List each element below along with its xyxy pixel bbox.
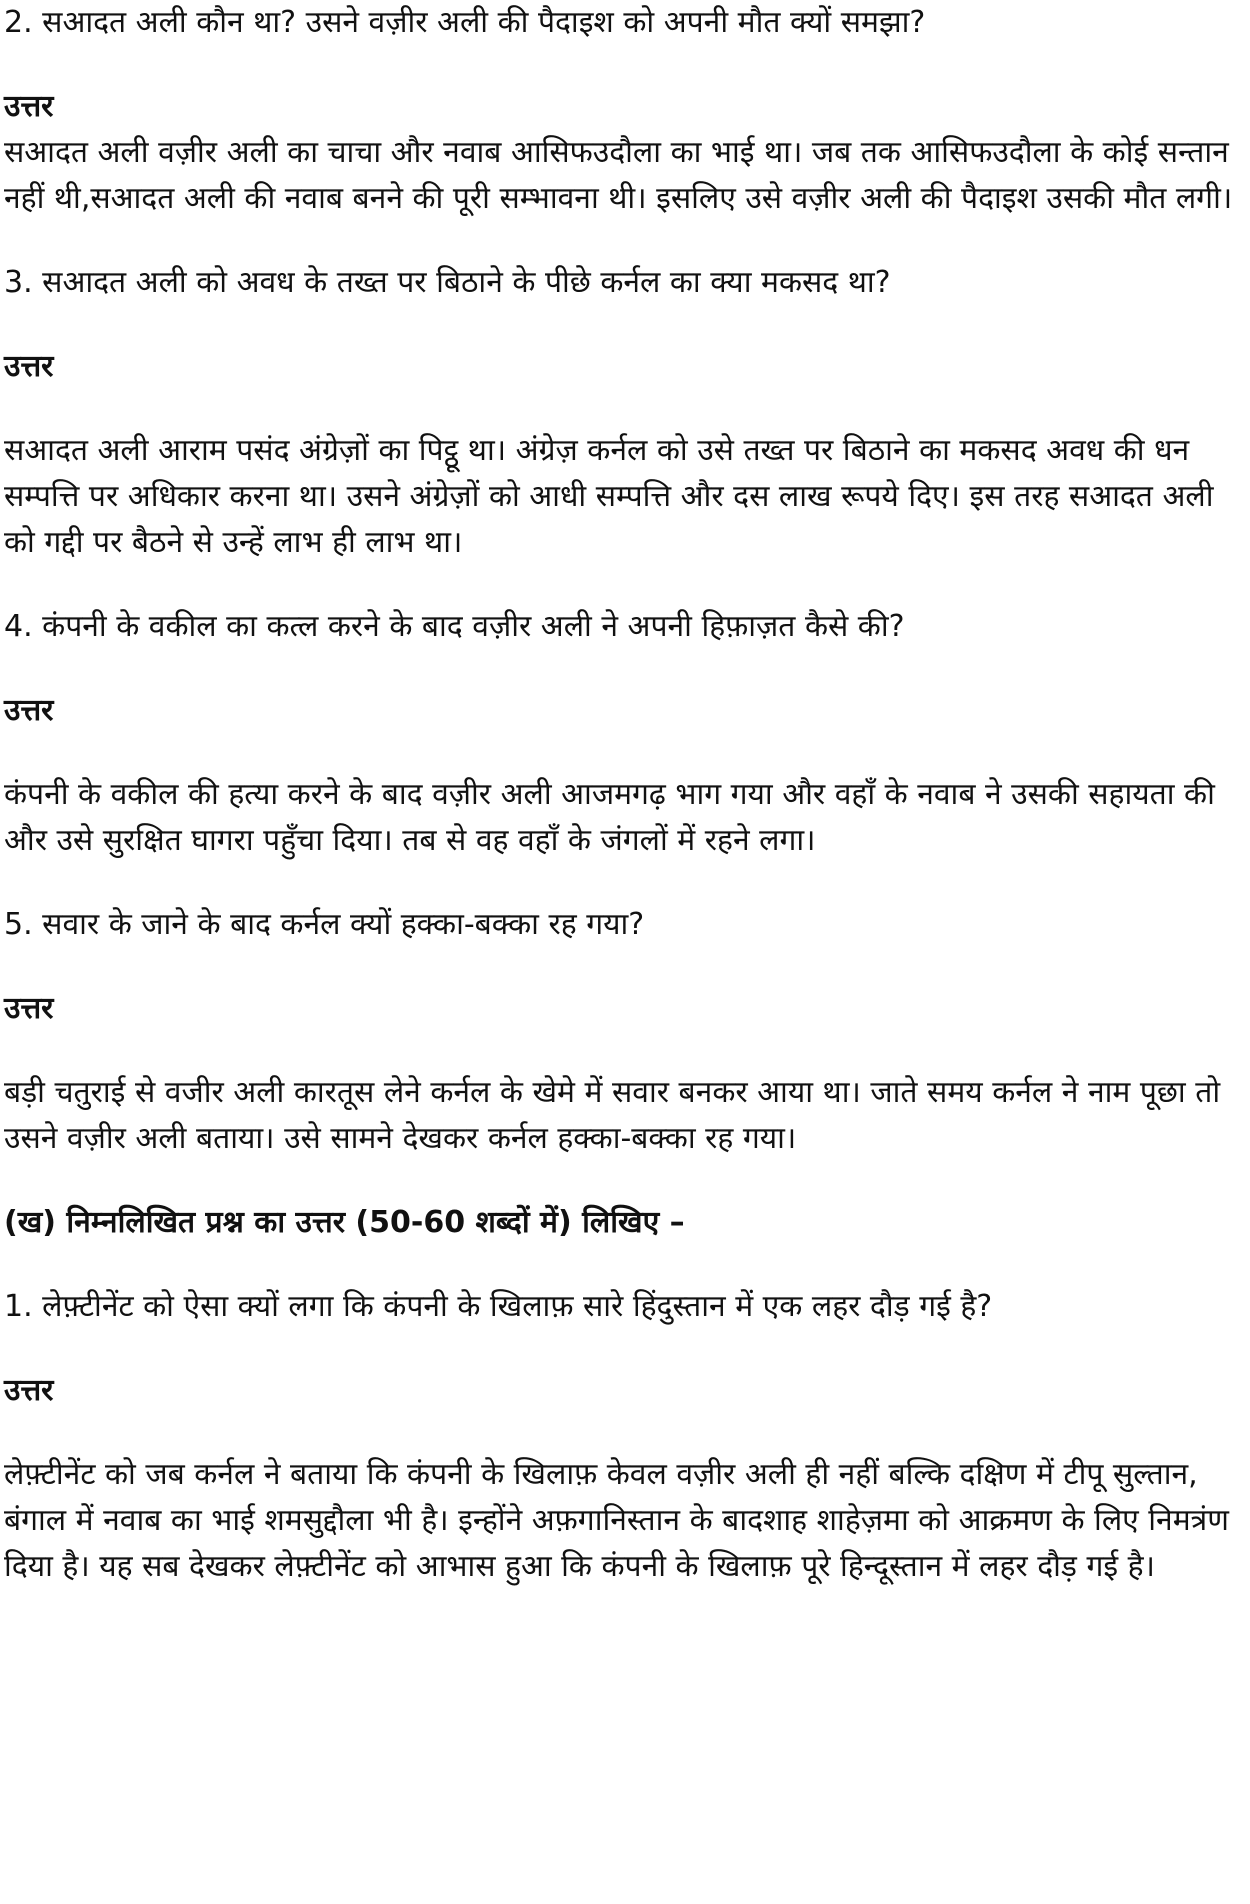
answer-heading-4: उत्तर: [4, 693, 54, 728]
section-heading-kha: (ख) निम्नलिखित प्रश्न का उत्तर (50-60 शब्दों में) लिखिए –: [4, 1205, 685, 1240]
question-2: 2. सआदत अली कौन था? उसने वज़ीर अली की पैदाइश को अपनी मौत क्यों समझा?: [4, 5, 926, 40]
answer-heading-kha-1: उत्तर: [4, 1373, 54, 1408]
question-kha-1: 1. लेफ़्टीनेंट को ऐसा क्यों लगा कि कंपनी के खिलाफ़ सारे हिंदुस्तान में एक लहर दौड़ गई है?: [4, 1289, 993, 1324]
spacer: [4, 306, 1234, 344]
spacer: [4, 650, 1234, 688]
spacer: [4, 390, 1234, 428]
answer-2: सआदत अली वज़ीर अली का चाचा और नवाब आसिफउदौला का भाई था। जब तक आसिफउदौला के कोई सन्तान नहीं थी,सआदत अली की नवाब बनने की पूरी सम्भावना थी। इसलिए उसे वज़ीर अली की पैदाइश उसकी मौत लगी।: [4, 135, 1233, 216]
spacer: [4, 1162, 1234, 1200]
spacer: [4, 46, 1234, 84]
question-4: 4. कंपनी के वकील का कत्ल करने के बाद वज़ीर अली ने अपनी हिफ़ाज़त कैसे की?: [4, 609, 905, 644]
answer-3: सआदत अली आराम पसंद अंग्रेज़ों का पिट्ठू था। अंग्रेज़ कर्नल को उसे तख्त पर बिठाने का मकसद अवध की धन सम्पत्ति पर अधिकार करना था। उसने अंग्रेज़ों को आधी सम्पत्ति और दस लाख रूपये दिए। इस तरह सआदत अली को गद्दी पर बैठने से उन्हें लाभ ही लाभ था।: [4, 433, 1214, 560]
spacer: [4, 1032, 1234, 1070]
question-5: 5. सवार के जाने के बाद कर्नल क्यों हक्का-बक्का रह गया?: [4, 907, 645, 942]
spacer: [4, 948, 1234, 986]
answer-heading-2: उत्तर: [4, 89, 54, 124]
spacer: [4, 734, 1234, 772]
spacer: [4, 864, 1234, 902]
answer-kha-1: लेफ़्टीनेंट को जब कर्नल ने बताया कि कंपनी के खिलाफ़ केवल वज़ीर अली ही नहीं बल्कि दक्षिण में टीपू सुल्तान, बंगाल में नवाब का भाई शमसुद्दौला भी है। इन्होंने अफ़गानिस्तान के बादशाह शाहेज़मा को आक्रमण के लिए निमत्रंण दिया है। यह सब देखकर लेफ़्टीनेंट को आभास हुआ कि कंपनी के खिलाफ़ पूरे हिन्दूस्तान में लहर दौड़ गई है।: [4, 1457, 1229, 1584]
spacer: [4, 1414, 1234, 1452]
spacer: [4, 1246, 1234, 1284]
question-3: 3. सआदत अली को अवध के तख्त पर बिठाने के पीछे कर्नल का क्या मकसद था?: [4, 265, 891, 300]
answer-5: बड़ी चतुराई से वजीर अली कारतूस लेने कर्नल के खेमे में सवार बनकर आया था। जाते समय कर्नल ने नाम पूछा तो उसने वज़ीर अली बताया। उसे सामने देखकर कर्नल हक्का-बक्का रह गया।: [4, 1075, 1221, 1156]
spacer: [4, 566, 1234, 604]
answer-heading-5: उत्तर: [4, 991, 54, 1026]
answer-4: कंपनी के वकील की हत्या करने के बाद वज़ीर अली आजमगढ़ भाग गया और वहाँ के नवाब ने उसकी सहायता की और उसे सुरक्षित घागरा पहुँचा दिया। तब से वह वहाँ के जंगलों में रहने लगा।: [4, 777, 1215, 858]
answer-heading-3: उत्तर: [4, 349, 54, 384]
spacer: [4, 1330, 1234, 1368]
spacer: [4, 222, 1234, 260]
